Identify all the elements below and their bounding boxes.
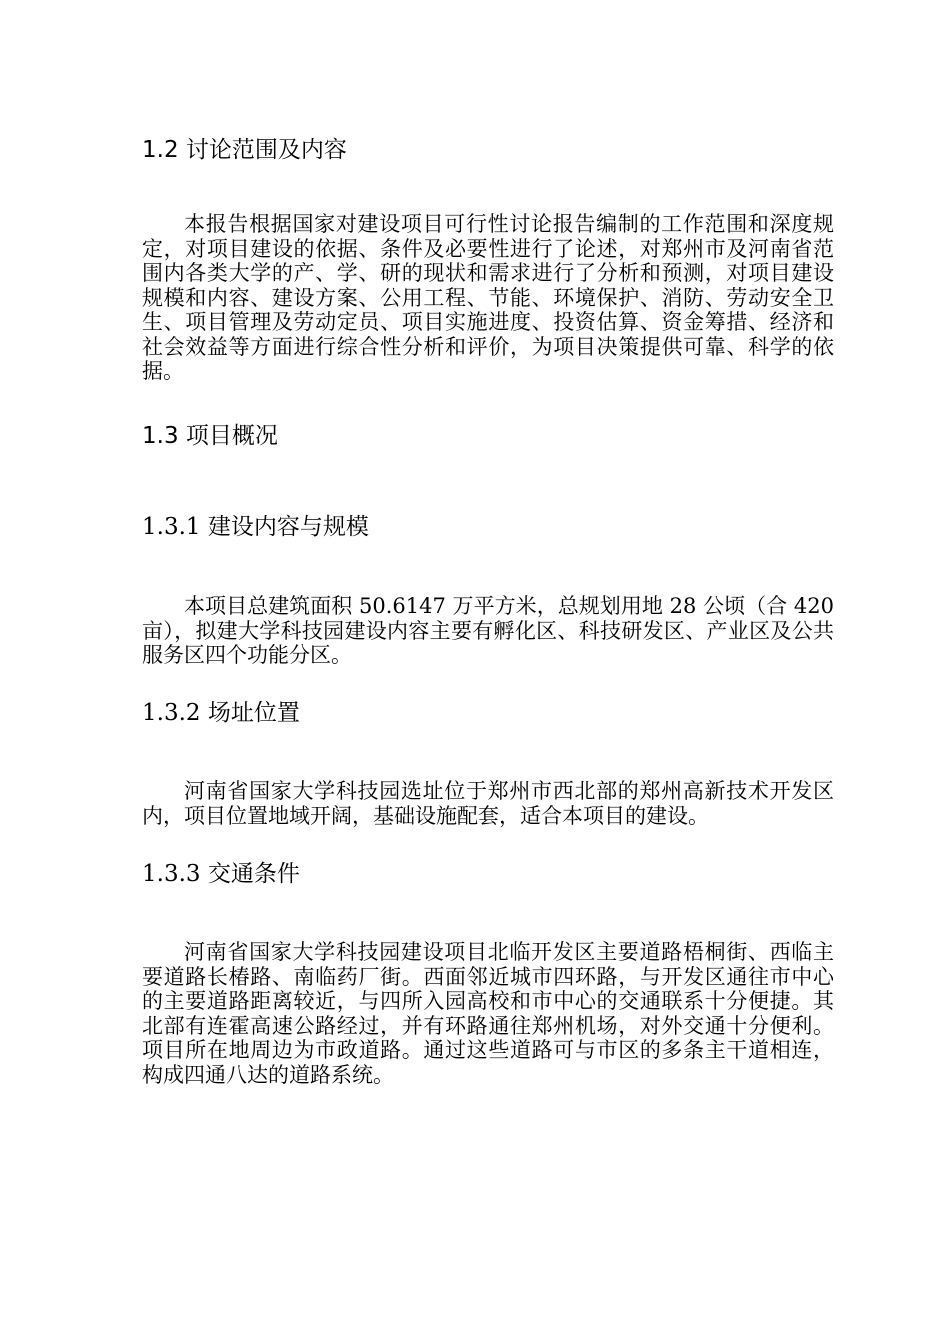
section-heading-1-3-2: 1.3.2 场址位置 xyxy=(142,700,300,726)
section-paragraph-1-3-2: 河南省国家大学科技园选址位于郑州市西北部的郑州高新技术开发区内，项目位置地域开阔，基础设施配套，适合本项目的建设。 xyxy=(142,779,834,828)
section-paragraph-1-3-3: 河南省国家大学科技园建设项目北临开发区主要道路梧桐街、西临主要道路长椿路、南临药厂街。西面邻近城市四环路，与开发区通往市中心的主要道路距离较近，与四所入园高校和市中心的交通联系十分便捷。其北部有连霍高速公路经过，并有环路通往郑州机场，对外交通十分便利。项目所在地周边为市政道路。通过这些道路可与市区的多条主干道相连，构成四通八达的道路系统。 xyxy=(142,940,834,1087)
section-paragraph-1-2: 本报告根据国家对建设项目可行性讨论报告编制的工作范围和深度规定，对项目建设的依据、条件及必要性进行了论述，对郑州市及河南省范围内各类大学的产、学、研的现状和需求进行了分析和预测，对项目建设规模和内容、建设方案、公用工程、节能、环境保护、消防、劳动安全卫生、项目管理及劳动定员、项目实施进度、投资估算、资金筹措、经济和社会效益等方面进行综合性分析和评价，为项目决策提供可靠、科学的依据。 xyxy=(142,212,834,383)
section-heading-1-2: 1.2 讨论范围及内容 xyxy=(142,137,347,163)
section-heading-1-3: 1.3 项目概况 xyxy=(142,423,278,449)
section-heading-1-3-3: 1.3.3 交通条件 xyxy=(142,861,300,887)
section-paragraph-1-3-1: 本项目总建筑面积 50.6147 万平方米，总规划用地 28 公顷（合 420 亩），拟建大学科技园建设内容主要有孵化区、科技研发区、产业区及公共服务区四个功能分区。 xyxy=(142,594,834,667)
section-heading-1-3-1: 1.3.1 建设内容与规模 xyxy=(142,514,369,540)
